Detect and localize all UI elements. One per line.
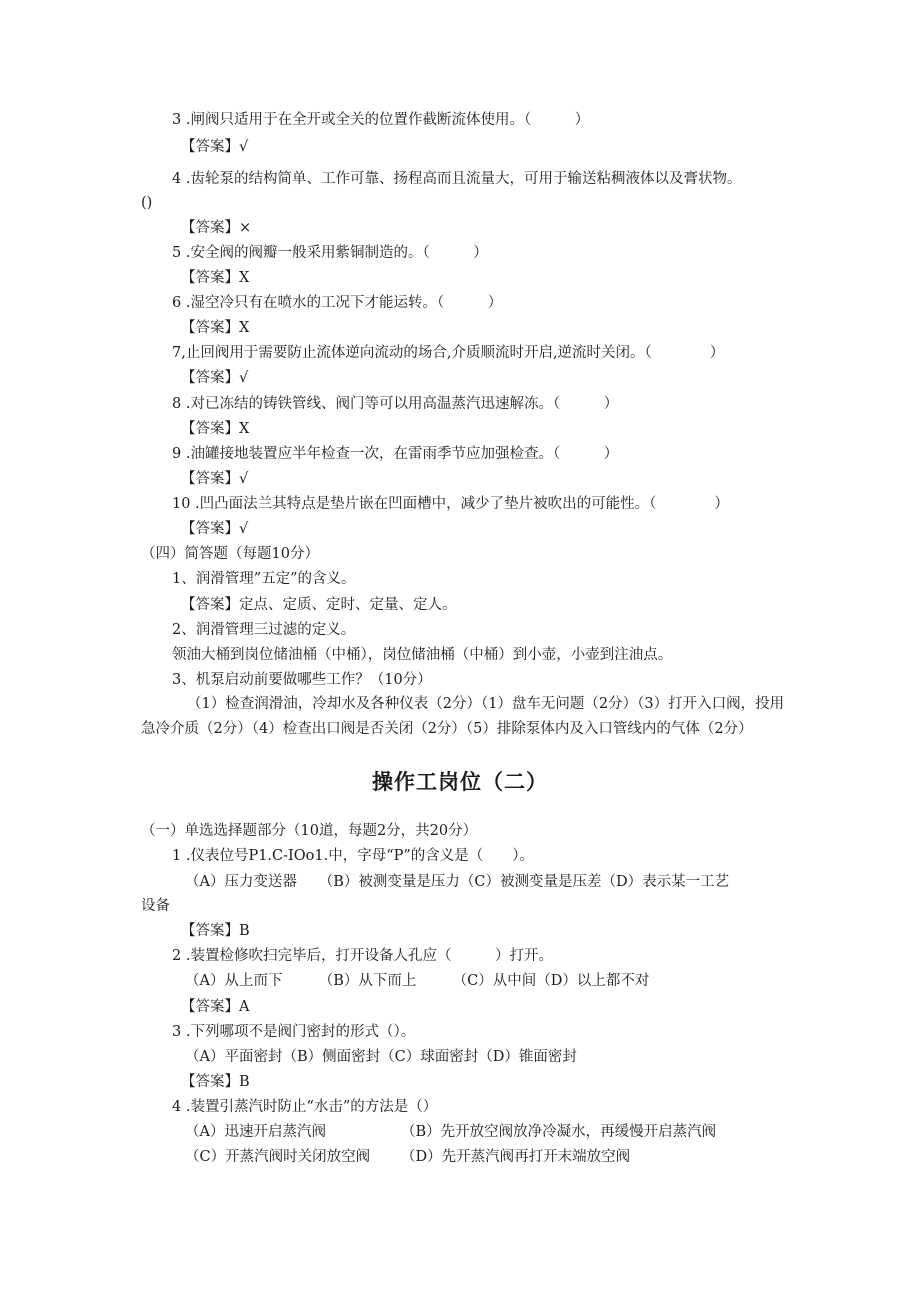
question-10: 10 .凹凸面法兰其特点是垫片嵌在凹面槽中，减少了垫片被吹出的可能性。（ ）	[172, 496, 729, 512]
question-4-cont: ()	[141, 195, 153, 211]
short-question-3: 3、机泵启动前要做哪些工作？（10分）	[172, 672, 432, 688]
choice-answer-2: 【答案】A	[181, 999, 250, 1015]
choice-option-4d: （D）先开蒸汽阀再打开末端放空阀	[401, 1149, 631, 1165]
question-3: 3 .闸阀只适用于在全开或全关的位置作截断流体使用。（ ）	[172, 112, 590, 128]
question-4: 4 .齿轮泵的结构简单、工作可靠、扬程高而且流量大，可用于输送粘稠液体以及膏状物。	[172, 171, 742, 187]
choice-option-4b: （B）先开放空阀放净冷凝水，再缓慢开启蒸汽阀	[401, 1124, 717, 1140]
answer-5: 【答案】X	[181, 270, 250, 286]
short-answer-3: （1）检查润滑油，冷却水及各种仪表（2分）（1）盘车无问题（2分）（3）打开入口阀，投用急冷介质（2分）（4）检查出口阀是否关闭（2分）（5）排除泵体内及入口管线内的气体（2分）	[141, 696, 785, 737]
short-answer-2: 领油大桶到岗位储油桶（中桶），岗位储油桶（中桶）到小壶，小壶到注油点。	[172, 647, 673, 663]
answer-8: 【答案】X	[181, 421, 250, 437]
answer-3: 【答案】√	[181, 139, 249, 155]
short-question-1: 1、润滑管理”五定”的含义。	[172, 571, 356, 587]
question-5: 5 .安全阀的阀瓣一般采用紫铜制造的。（ ）	[172, 245, 488, 261]
choice-answer-3: 【答案】B	[181, 1074, 250, 1090]
question-9: 9 .油罐接地装置应半年检查一次，在雷雨季节应加强检查。（ ）	[172, 446, 619, 462]
choice-option-4c: （C）开蒸汽阀时关闭放空阀	[185, 1149, 371, 1165]
question-8: 8 .对已冻结的铸铁管线、阀门等可以用高温蒸汽迅速解冻。（ ）	[172, 396, 619, 412]
choice-answer-1: 【答案】B	[181, 923, 250, 939]
choice-question-3: 3 .下列哪项不是阀门密封的形式（）。	[172, 1024, 416, 1040]
choice-question-1: 1 .仪表位号P1.C-IOo1.中，字母“P”的含义是（ ）。	[172, 848, 535, 864]
choice-options-2: （A）从上而下 （B）从下而上 （C）从中间（D）以上都不对	[185, 973, 650, 989]
answer-4: 【答案】×	[181, 220, 252, 236]
choice-option-4a: （A）迅速开启蒸汽阀	[185, 1124, 326, 1140]
choice-options-3: （A）平面密封（B）侧面密封（C）球面密封（D）锥面密封	[185, 1049, 577, 1065]
short-answer-heading: （四）简答题（每题10分）	[141, 546, 319, 562]
choice-options-1-cont: 设备	[141, 898, 170, 914]
section-title: 操作工岗位（二）	[372, 770, 548, 794]
choice-question-2: 2 .装置检修吹扫完毕后，打开设备人孔应（ ）打开。	[172, 948, 553, 964]
choice-heading: （一）单选选择题部分（10道，每题2分，共20分）	[141, 823, 478, 839]
question-6: 6 .湿空冷只有在喷水的工况下才能运转。（ ）	[172, 295, 503, 311]
answer-7: 【答案】√	[181, 370, 249, 386]
question-7: 7,止回阀用于需要防止流体逆向流动的场合,介质顺流时开启,逆流时关闭。（ ）	[172, 345, 725, 361]
answer-6: 【答案】X	[181, 320, 250, 336]
short-question-2: 2、润滑管理三过滤的定义。	[172, 622, 356, 638]
choice-options-1: （A）压力变送器 （B）被测变量是压力（C）被测变量是压差（D）表示某一工艺	[185, 874, 730, 890]
short-answer-1: 【答案】定点、定质、定时、定量、定人。	[181, 597, 457, 613]
answer-9: 【答案】√	[181, 471, 249, 487]
answer-10: 【答案】√	[181, 521, 249, 537]
choice-question-4: 4 .装置引蒸汽时防止“水击”的方法是（）	[172, 1099, 438, 1115]
